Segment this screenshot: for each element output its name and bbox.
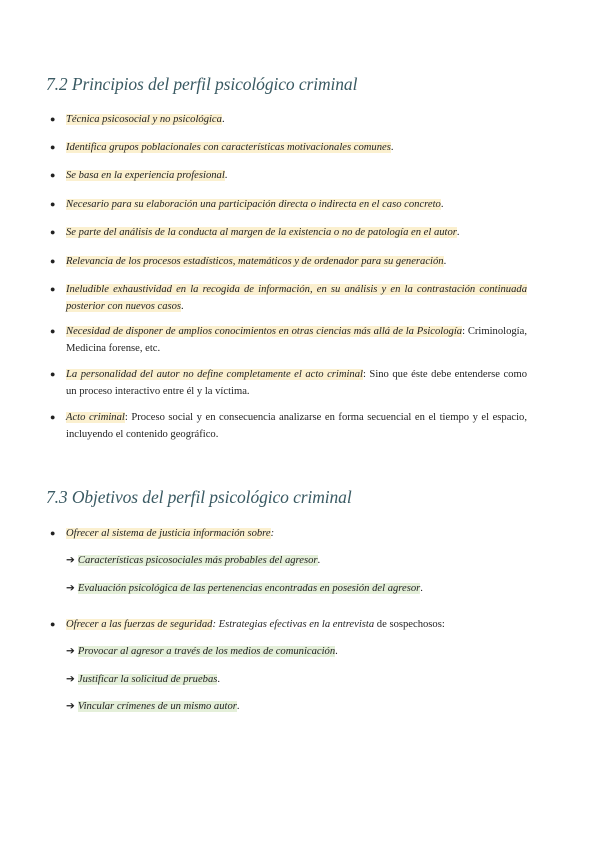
arrow-right-icon: ➔	[66, 555, 75, 566]
list-item: ● Se basa en la experiencia profesional.	[50, 167, 527, 184]
bullet-icon: ●	[50, 528, 56, 538]
arrow-right-icon: ➔	[66, 701, 75, 712]
list-item: ● Se parte del análisis de la conducta al margen de la existencia o no de patología en el autor.	[50, 224, 527, 241]
list-item: ● La personalidad del autor no define completamente el acto criminal: Sino que éste debe entenderse como un proceso interactivo entre él y la víctima.	[50, 366, 527, 400]
bullet-icon: ●	[50, 142, 56, 152]
bullet-icon: ●	[50, 412, 56, 422]
arrow-right-icon: ➔	[66, 646, 75, 657]
sub-item: ➔ Justificar la solicitud de pruebas.	[66, 674, 221, 685]
list-item: ● Relevancia de los procesos estadísticos, matemáticos y de ordenador para su generación.	[50, 253, 527, 270]
sub-item: ➔ Evaluación psicológica de las pertenencias encontradas en posesión del agresor.	[66, 583, 423, 594]
arrow-right-icon: ➔	[66, 583, 75, 594]
arrow-right-icon: ➔	[66, 674, 75, 685]
list-item: ● Necesario para su elaboración una participación directa o indirecta en el caso concreto.	[50, 196, 527, 213]
bullet-icon: ●	[50, 170, 56, 180]
bullet-icon: ●	[50, 369, 56, 379]
list-item: ● Ofrecer al sistema de justicia información sobre:	[50, 525, 527, 542]
sub-item: ➔ Provocar al agresor a través de los medios de comunicación.	[66, 646, 338, 657]
section-heading-principios: 7.2 Principios del perfil psicológico criminal	[46, 74, 358, 94]
sub-item: ➔ Vincular crímenes de un mismo autor.	[66, 701, 240, 712]
bullet-icon: ●	[50, 256, 56, 266]
list-item: ● Necesidad de disponer de amplios conocimientos en otras ciencias más allá de la Psicología: Criminología, Medicina forense, etc.	[50, 323, 527, 357]
list-item: ● Técnica psicosocial y no psicológica.	[50, 111, 527, 128]
list-item: ● Identifica grupos poblacionales con características motivacionales comunes.	[50, 139, 527, 156]
list-item: ● Ofrecer a las fuerzas de seguridad: Estrategias efectivas en la entrevista de sospechosos:	[50, 616, 527, 633]
sub-item: ➔ Características psicosociales más probables del agresor.	[66, 555, 321, 566]
section-heading-objetivos: 7.3 Objetivos del perfil psicológico criminal	[46, 487, 352, 507]
bullet-icon: ●	[50, 114, 56, 124]
list-item: ● Ineludible exhaustividad en la recogida de información, en su análisis y en la contrastación continuada posterior con nuevos casos.	[50, 281, 527, 315]
bullet-icon: ●	[50, 619, 56, 629]
bullet-icon: ●	[50, 284, 56, 294]
bullet-icon: ●	[50, 227, 56, 237]
list-item: ● Acto criminal: Proceso social y en consecuencia analizarse en forma secuencial en el tiempo y el espacio, incluyendo el contenido geográfico.	[50, 409, 527, 443]
bullet-icon: ●	[50, 326, 56, 336]
bullet-icon: ●	[50, 199, 56, 209]
